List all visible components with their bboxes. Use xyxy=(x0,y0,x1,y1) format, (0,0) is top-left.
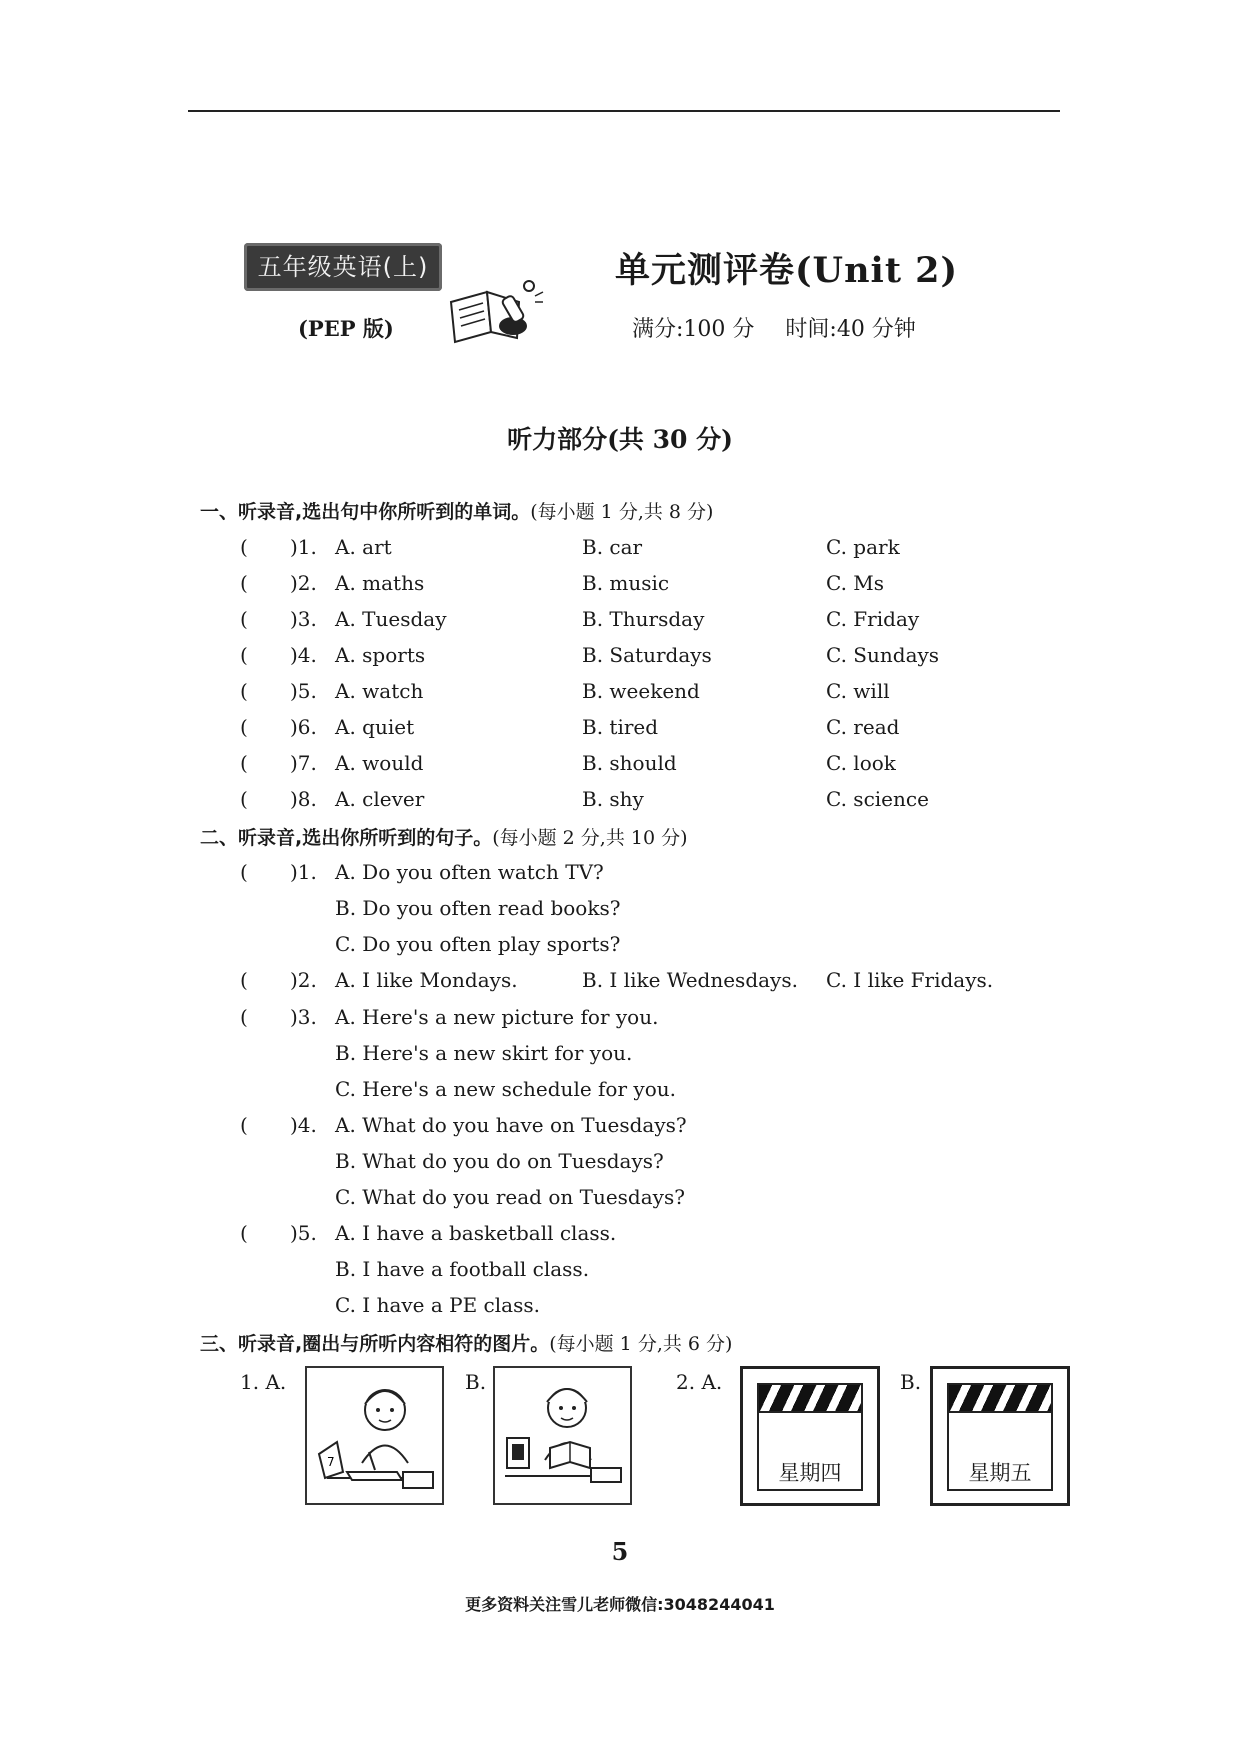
option-c: C. Ms xyxy=(826,571,885,595)
option-b: B. Do you often read books? xyxy=(335,896,621,920)
calendar-frame xyxy=(947,1383,1053,1491)
part3-heading-text: 三、听录音,圈出与所听内容相符的图片。 xyxy=(200,1333,550,1355)
part1-heading-text: 一、听录音,选出句中你所听到的单词。 xyxy=(200,501,531,523)
option-c: C. science xyxy=(826,787,929,811)
part1-item-6: ( )6. A. quiet B. tired C. read xyxy=(240,715,900,739)
part1-item-8: ( )8. A. clever B. shy C. science xyxy=(240,787,929,811)
part2-item-2: ( )2. A. I like Mondays. B. I like Wednesdays. C. I like Fridays. xyxy=(240,968,994,992)
page-number: 5 xyxy=(611,1537,629,1566)
option-a: A. What do you have on Tuesdays? xyxy=(335,1113,687,1137)
picture-boy-writing[interactable] xyxy=(305,1366,444,1505)
calendar-stripes xyxy=(949,1385,1051,1413)
option-a: A. clever xyxy=(335,787,425,811)
option-a: A. I like Mondays. xyxy=(335,968,518,992)
pic-label-2b: B. xyxy=(900,1370,922,1394)
option-b: B. Saturdays xyxy=(582,643,712,667)
part2-item-5-b xyxy=(0,1257,1240,1291)
option-a: A. Do you often watch TV? xyxy=(335,860,604,884)
item-number: )4. xyxy=(290,1113,317,1137)
option-a: A. I have a basketball class. xyxy=(335,1221,617,1245)
option-a: A. sports xyxy=(335,643,426,667)
picture-boy-reading[interactable] xyxy=(493,1366,632,1505)
svg-text:7: 7 xyxy=(327,1455,335,1469)
part2-note: (每小题 2 分,共 10 分) xyxy=(492,827,688,849)
part2-item-4-c xyxy=(0,1185,1240,1219)
item-number: )7. xyxy=(290,751,317,775)
calendar-friday[interactable] xyxy=(930,1366,1070,1506)
item-number: )1. xyxy=(290,860,317,884)
part2-item-1-b xyxy=(0,896,1240,930)
boy-writing-icon xyxy=(307,1368,442,1503)
option-c: C. What do you read on Tuesdays? xyxy=(335,1185,685,1209)
option-c: C. will xyxy=(826,679,890,703)
part2-item-4: ( )4. A. What do you have on Tuesdays? xyxy=(240,1113,687,1137)
item-number: )3. xyxy=(290,1005,317,1029)
option-c: C. Do you often play sports? xyxy=(335,932,621,956)
option-a: A. Here's a new picture for you. xyxy=(335,1005,659,1029)
option-c: C. Sundays xyxy=(826,643,940,667)
option-b: B. shy xyxy=(582,787,644,811)
option-a: A. watch xyxy=(335,679,424,703)
option-a: A. maths xyxy=(335,571,425,595)
item-number: )5. xyxy=(290,679,317,703)
part1-item-7: ( )7. A. would B. should C. look xyxy=(240,751,896,775)
option-c: C. read xyxy=(826,715,900,739)
part2-heading xyxy=(200,823,688,850)
part2-heading-text: 二、听录音,选出你所听到的句子。 xyxy=(200,827,493,849)
option-b: B. tired xyxy=(582,715,659,739)
option-b: B. Here's a new skirt for you. xyxy=(335,1041,633,1065)
part1-note: (每小题 1 分,共 8 分) xyxy=(530,501,714,523)
part2-item-1-c xyxy=(0,932,1240,966)
calendar-stripes xyxy=(759,1385,861,1413)
book-icon xyxy=(447,272,547,344)
item-number: )2. xyxy=(290,571,317,595)
part1-item-3: ( )3. A. Tuesday B. Thursday C. Friday xyxy=(240,607,920,631)
pic-label-1b: B. xyxy=(465,1370,487,1394)
part1-item-4: ( )4. A. sports B. Saturdays C. Sundays xyxy=(240,643,940,667)
part1-item-1: ( )1. A. art B. car C. park xyxy=(240,535,900,559)
section-title: 听力部分(共 30 分) xyxy=(507,425,733,454)
pic-label-1a: 1. A. xyxy=(240,1370,287,1394)
item-number: )6. xyxy=(290,715,317,739)
boy-reading-icon xyxy=(495,1368,630,1503)
edition-label: (PEP 版) xyxy=(298,316,394,341)
part2-item-5: ( )5. A. I have a basketball class. xyxy=(240,1221,617,1245)
option-c: C. look xyxy=(826,751,896,775)
part3-note: (每小题 1 分,共 6 分) xyxy=(549,1333,733,1355)
calendar-day: 星期五 xyxy=(968,1461,1032,1485)
option-a: A. would xyxy=(335,751,424,775)
option-c: C. I have a PE class. xyxy=(335,1293,540,1317)
option-b: B. What do you do on Tuesdays? xyxy=(335,1149,664,1173)
option-a: A. art xyxy=(335,535,392,559)
full-score: 满分:100 分 xyxy=(632,317,755,342)
item-number: )8. xyxy=(290,787,317,811)
calendar-frame xyxy=(757,1383,863,1491)
item-number: )1. xyxy=(290,535,317,559)
part2-item-1: ( )1. A. Do you often watch TV? xyxy=(240,860,604,884)
part2-item-3-b xyxy=(0,1041,1240,1075)
top-rule xyxy=(188,110,1060,112)
option-b: B. weekend xyxy=(582,679,700,703)
option-a: A. quiet xyxy=(335,715,415,739)
exam-title: 单元测评卷(Unit 2) xyxy=(615,250,959,291)
part3-heading xyxy=(200,1329,732,1356)
footer-note: 更多资料关注雪儿老师微信:3048244041 xyxy=(465,1595,775,1614)
exam-meta xyxy=(632,312,940,343)
calendar-thursday[interactable] xyxy=(740,1366,880,1506)
item-number: )4. xyxy=(290,643,317,667)
part1-item-5: ( )5. A. watch B. weekend C. will xyxy=(240,679,890,703)
calendar-day: 星期四 xyxy=(778,1461,842,1485)
option-b: B. I have a football class. xyxy=(335,1257,590,1281)
part1-heading xyxy=(200,497,713,524)
grade-badge: 五年级英语(上) xyxy=(244,243,442,291)
part2-item-3-c xyxy=(0,1077,1240,1111)
part2-item-4-b xyxy=(0,1149,1240,1183)
part2-item-3: ( )3. A. Here's a new picture for you. xyxy=(240,1005,659,1029)
option-c: C. park xyxy=(826,535,900,559)
part1-item-2: ( )2. A. maths B. music C. Ms xyxy=(240,571,885,595)
item-number: )3. xyxy=(290,607,317,631)
time-limit: 时间:40 分钟 xyxy=(785,317,916,342)
part2-item-5-c xyxy=(0,1293,1240,1327)
option-c: C. I like Fridays. xyxy=(826,968,994,992)
option-b: B. should xyxy=(582,751,677,775)
option-b: B. car xyxy=(582,535,643,559)
item-number: )5. xyxy=(290,1221,317,1245)
option-a: A. Tuesday xyxy=(335,607,447,631)
option-b: B. I like Wednesdays. xyxy=(582,968,798,992)
option-b: B. Thursday xyxy=(582,607,705,631)
pic-label-2a: 2. A. xyxy=(676,1370,723,1394)
option-b: B. music xyxy=(582,571,670,595)
option-c: C. Here's a new schedule for you. xyxy=(335,1077,676,1101)
item-number: )2. xyxy=(290,968,317,992)
option-c: C. Friday xyxy=(826,607,920,631)
